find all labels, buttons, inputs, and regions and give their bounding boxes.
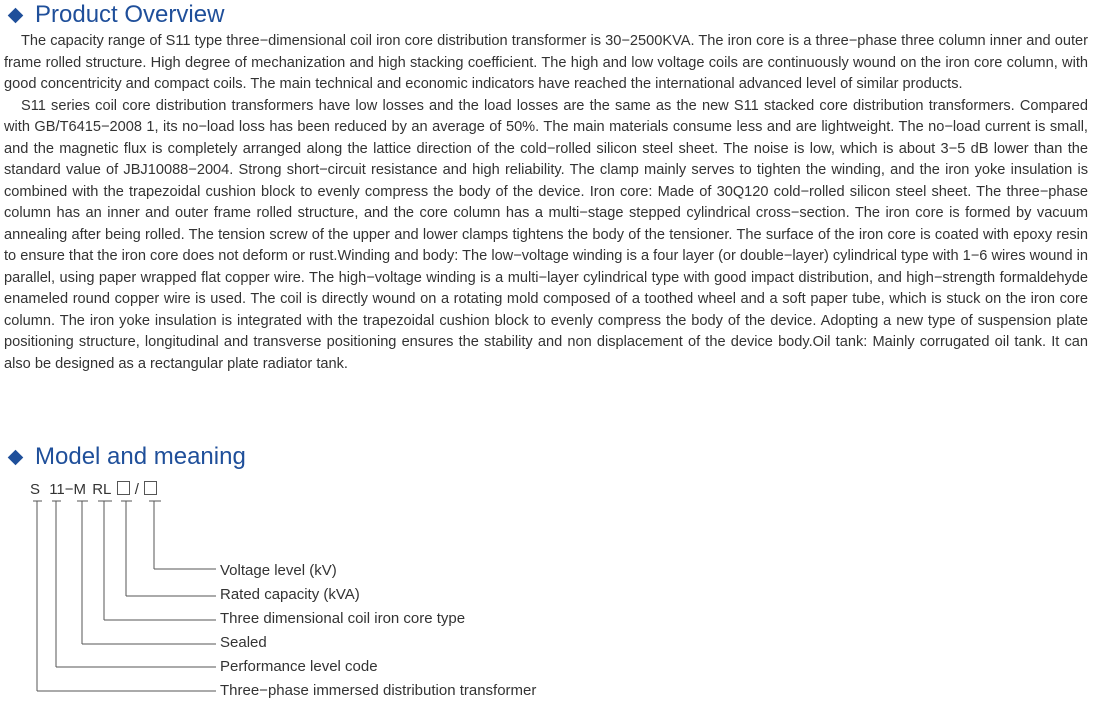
model-code-rl: RL (92, 481, 112, 498)
meaning-rated-capacity: Rated capacity (kVA) (220, 586, 360, 603)
meaning-core-type: Three dimensional coil iron core type (220, 610, 466, 627)
model-code-dash: − (64, 481, 74, 498)
product-overview-heading (6, 0, 224, 30)
overview-paragraph-2: S11 series coil core distribution transformers have low losses and the load losses are the same as the new S11 stacked core distribution transformers. Compared with GB/T6415−2008 1, its no−load loss has been reduced by an average of 50%. The main materials consume less and are lightweight. The no−load current is small, and the magnetic flux is completely arranged along the lattice direction of the cold−rolled silicon steel sheet. The noise is low, which is about 3−5 dB lower than the standard value of JBJ10088−2004. Strong short−circuit resistance and high reliability. The clamp mainly serves to tighten the winding, and the iron yoke insulation is combined with the trapezoidal cushion block to evenly compress the body of the device. Iron core: Made of 30Q120 cold−rolled silicon steel sheet. The three−phase column has an inner and outer frame rolled structure, and the core column has a multi−stage stepped cylindrical cross−section. The iron core is formed by vacuum annealing after being rolled. The tension screw of the upper and lower clamps tightens the body of the tensioner. The surface of the iron core is coated with epoxy resin to ensure that the iron core does not deform or rust.Winding and body: The low−voltage winding is a four layer (or double−layer) cylindrical type with 1−6 wires wound in parallel, using paper wrapped flat copper wire. The high−voltage winding is a multi−layer cylindrical type with good impact distribution, and high−strength formaldehyde enameled round copper wire is used. The coil is directly wound on a rotating mold composed of a toothed wheel and a soft paper tube, which is stuck on the iron core column. The iron yoke insulation is integrated with the trapezoidal cushion block to evenly compress the body of the device. Adopting a new type of suspension plate positioning structure, longitudinal and transverse positioning ensures the stability and non displacement of the device body.Oil tank: Mainly corrugated oil tank. It can also be designed as a rectangular plate radiator tank. (4, 97, 1088, 372)
diamond-bullet-icon (8, 449, 24, 465)
product-overview-title: Product Overview (35, 1, 225, 28)
overview-paragraph-1: The capacity range of S11 type three−dimensional coil iron core distribution transformer is 30−2500KVA. The iron core is a three−phase three column inner and outer frame rolled structure. High degree of mechanization and high stacking coefficient. The high and low voltage coils are continuously wound on the iron core column, with good concentricity and compact coils. The main technical and economic indicators have reached the international advanced level of similar products. (4, 33, 1088, 92)
capacity-placeholder-box (117, 481, 130, 495)
meaning-sealed: Sealed (220, 634, 267, 651)
model-code-s: S (30, 481, 41, 498)
model-code (30, 480, 158, 500)
meaning-phase-type: Three−phase immersed distribution transformer (220, 682, 537, 699)
model-code-slash: / (134, 481, 139, 498)
voltage-placeholder-box (144, 481, 157, 495)
meaning-performance-level: Performance level code (220, 658, 378, 675)
product-overview-body (4, 31, 1088, 375)
model-meaning-title: Model and meaning (35, 443, 246, 470)
model-meaning-heading (6, 442, 246, 472)
meaning-voltage-level: Voltage level (kV) (220, 562, 337, 579)
diamond-bullet-icon (8, 7, 24, 23)
model-code-11: 11 (49, 481, 65, 498)
model-code-m: M (73, 481, 87, 498)
